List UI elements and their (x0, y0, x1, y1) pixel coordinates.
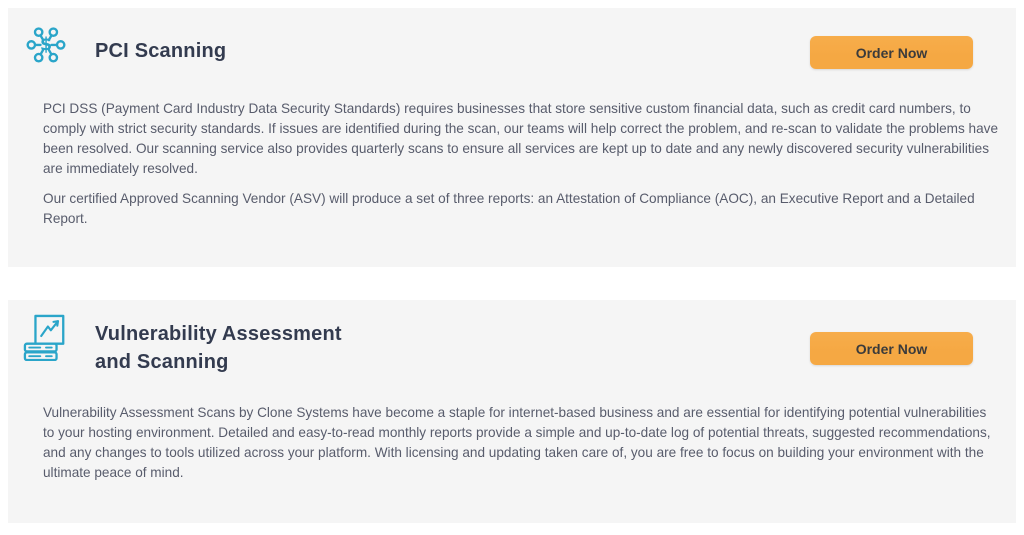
pci-scanning-title: PCI Scanning (95, 40, 227, 62)
vulnerability-order-now-button[interactable]: Order Now (810, 332, 973, 365)
pci-scanning-card (8, 8, 1016, 267)
pci-scanning-description (43, 99, 1000, 239)
vulnerability-paragraph-1: Vulnerability Assessment Scans by Clone Systems have become a staple for internet-based business and are essential for identifying potential vulnerabilities to your hosting environment. Detailed and easy-to-read monthly reports provide a simple and up-to-date log of potential threats, suggested recommendations, and any changes to tools utilized across your platform. With licensing and updating taken care of, you are free to focus on building your environment with the ultimate peace of mind. (43, 405, 991, 480)
pci-paragraph-1: PCI DSS (Payment Card Industry Data Security Standards) requires businesses that store sensitive custom financial data, such as credit card numbers, to comply with strict security standards. If issues are identified during the scan, our teams will help correct the problem, and re-scan to validate the problems have been resolved. Our scanning service also provides quarterly scans to ensure all services are kept up to date and any newly discovered security vulnerabilities are immediately resolved. (43, 101, 999, 176)
vulnerability-assessment-title: Vulnerability Assessment and Scanning (95, 323, 342, 373)
svg-text:$: $ (39, 34, 53, 55)
dollar-network-icon (24, 21, 68, 72)
pci-order-now-button[interactable]: Order Now (810, 36, 973, 69)
vulnerability-assessment-card (8, 300, 1016, 523)
monitor-chart-server-icon (23, 313, 69, 366)
vulnerability-assessment-description (43, 403, 1000, 493)
pci-paragraph-2: Our certified Approved Scanning Vendor (ASV) will produce a set of three reports: an Attestation of Compliance (AOC), an Executive Report and a Detailed Report. (43, 191, 975, 226)
